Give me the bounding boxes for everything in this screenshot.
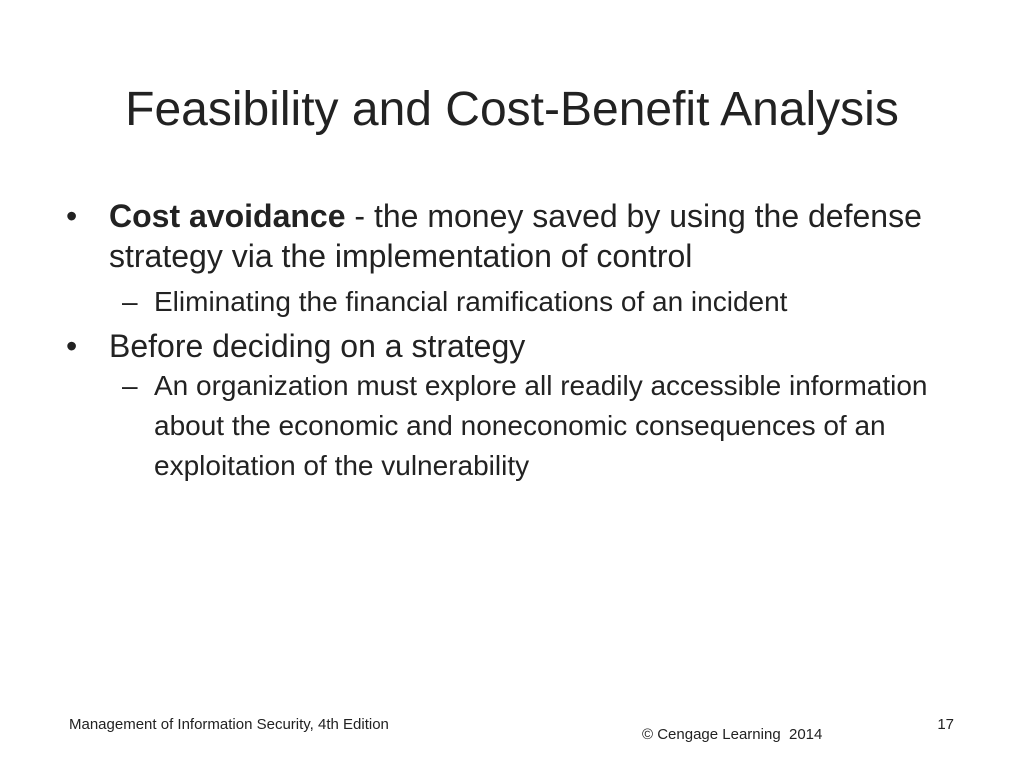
slide-title: Feasibility and Cost-Benefit Analysis [125,83,899,136]
bullet-text: Before deciding on a strategy [109,328,526,364]
bullet-text: - the money saved by using the defense strategy via the implementation of control [109,198,922,274]
sub-bullet-text: An organization must explore all readily accessible information about the economic and noneconomic consequences of an exploitation of the vulnerability [154,370,928,481]
bullet-marker: • [66,198,78,234]
bullet-marker: • [66,328,78,364]
sub-bullet-item-explore [66,366,966,486]
footer-copyright: © Cengage Learning 2014 [642,726,823,743]
sub-bullet-marker: – [122,286,138,317]
slide-number: 17 [937,716,954,733]
bullet-bold-term: Cost avoidance [109,198,346,234]
sub-bullet-text: Eliminating the financial ramifications of an incident [154,286,788,317]
bullet-item-cost-avoidance [66,196,966,276]
bullet-list [66,196,966,486]
sub-bullet-marker: – [122,370,138,401]
bullet-item-before-deciding [66,326,966,366]
footer-book-title: Management of Information Security, 4th Edition [69,716,389,733]
sub-bullet-item-eliminating [66,282,966,322]
